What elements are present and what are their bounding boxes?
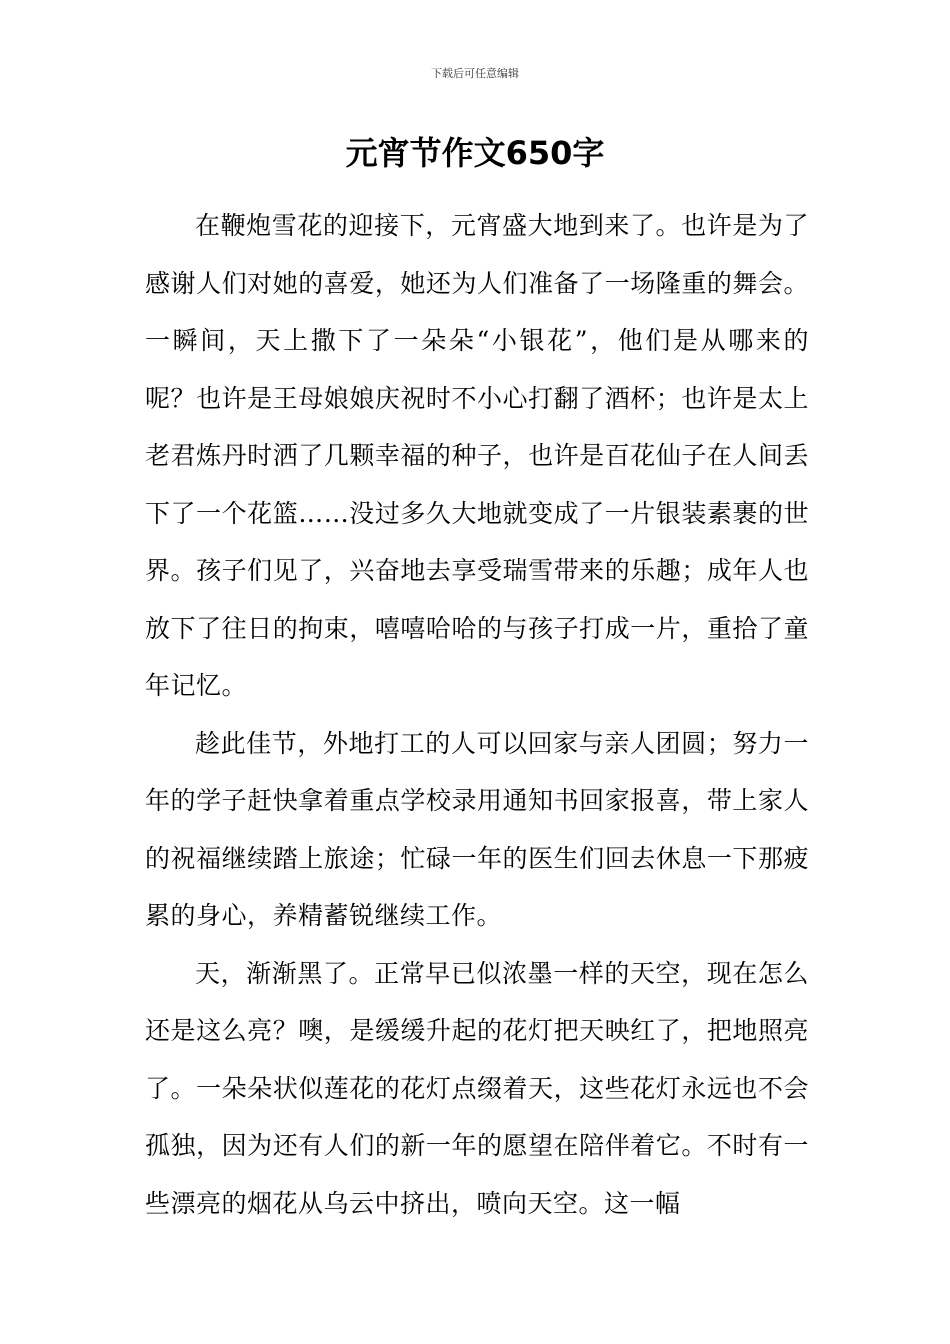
paragraph-1: 在鞭炮雪花的迎接下，元宵盛大地到来了。也许是为了感谢人们对她的喜爱，她还为人们准备了一场隆重的舞会。一瞬间，天上撒下了一朵朵“小银花”，他们是从哪来的呢？也许是王母娘娘庆祝时不小心打翻了酒杯；也许是太上老君炼丹时洒了几颗幸福的种子，也许是百花仙子在人间丢下了一个花篮……没过多久大地就变成了一片银装素裹的世界。孩子们见了，兴奋地去享受瑞雪带来的乐趣；成年人也放下了往日的拘束，嘻嘻哈哈的与孩子打成一片，重拾了童年记忆。 [145,211,809,700]
document-title: 元宵节作文650字 [345,134,605,172]
paragraph-3: 天，渐渐黑了。正常早已似浓墨一样的天空，现在怎么还是这么亮？噢，是缓缓升起的花灯把天映红了，把地照亮了。一朵朵状似莲花的花灯点缀着天，这些花灯永远也不会孤独，因为还有人们的新一年的愿望在陪伴着它。不时有一些漂亮的烟花从乌云中挤出，喷向天空。这一幅 [145,958,809,1218]
header-note: 下载后可任意编辑 [431,67,519,80]
paragraph-2: 趁此佳节，外地打工的人可以回家与亲人团圆；努力一年的学子赶快拿着重点学校录用通知书回家报喜，带上家人的祝福继续踏上旅途；忙碌一年的医生们回去休息一下那疲累的身心，养精蓄锐继续工作。 [145,728,809,930]
document-body [145,197,809,1232]
